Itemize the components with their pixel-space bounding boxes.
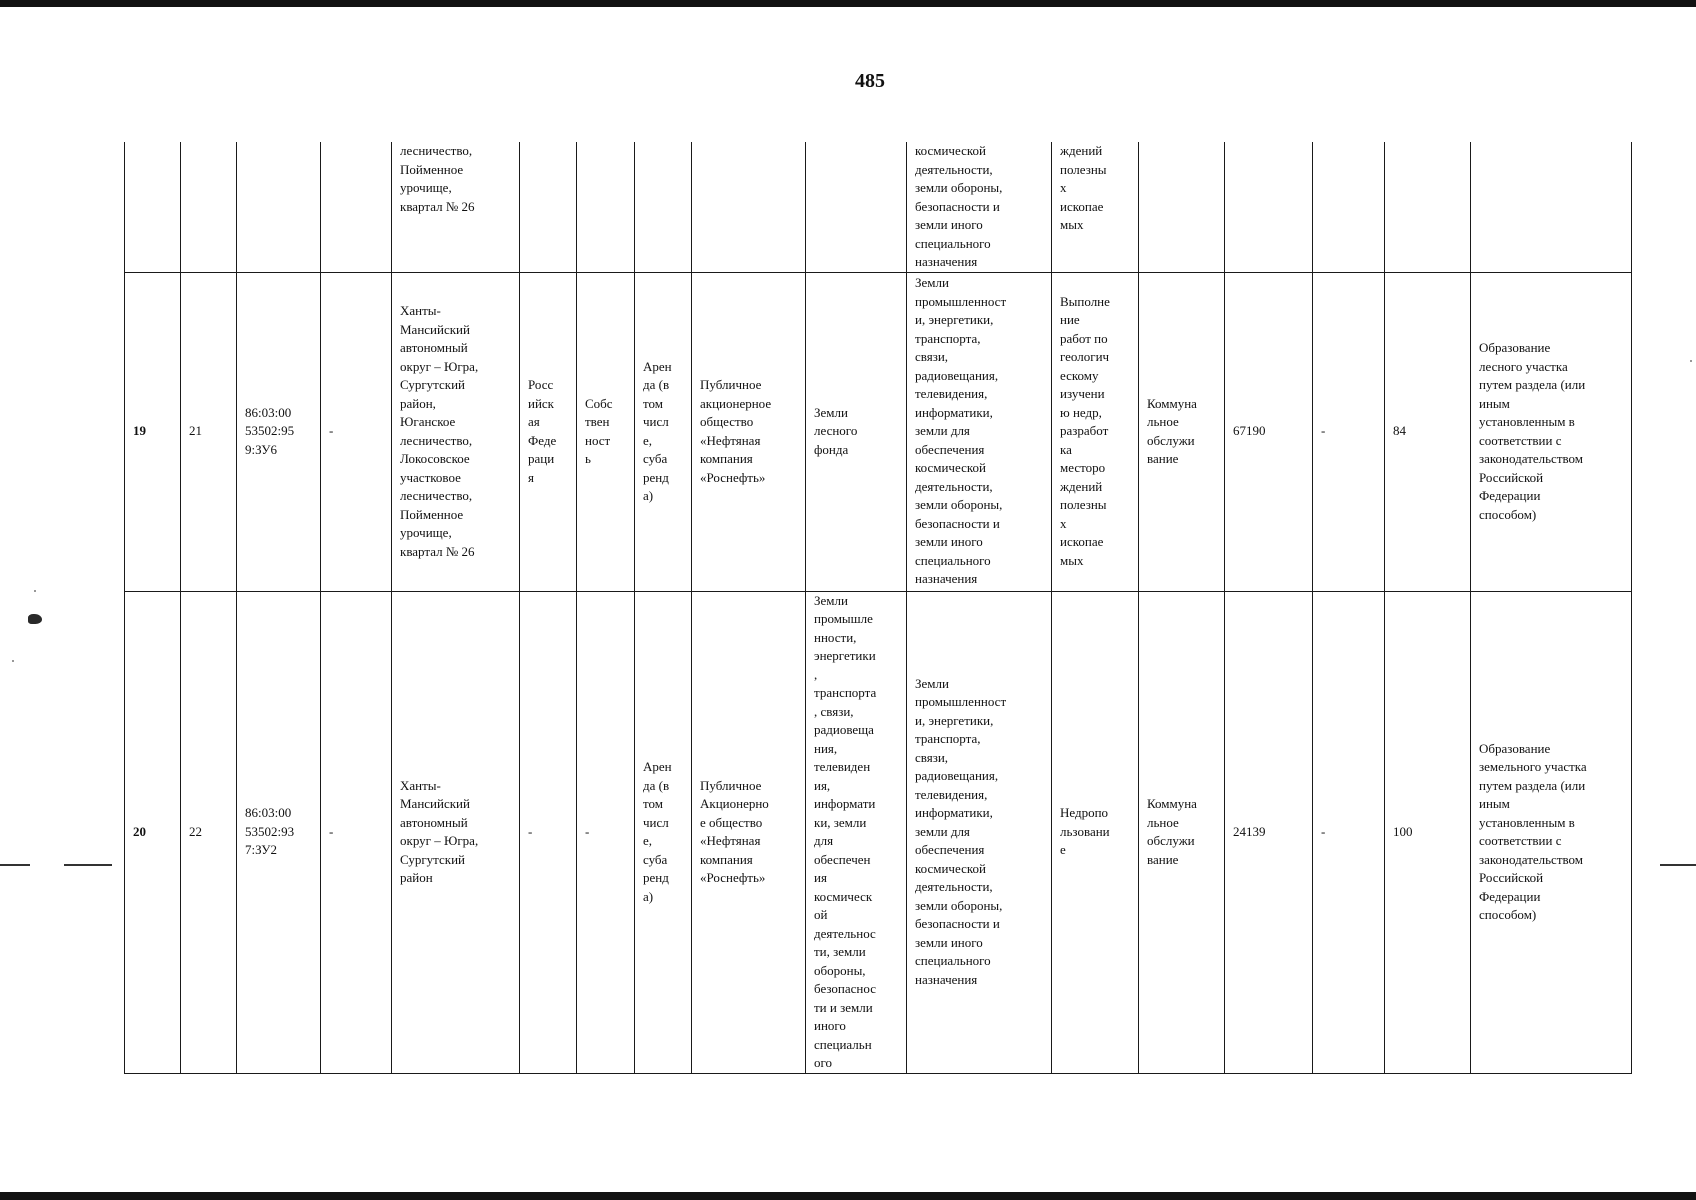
right-holder-cell: Публичное акционерное общество «Нефтяная компания «Роснефть» — [692, 272, 806, 591]
plot-id-cell: 22 — [181, 591, 237, 1073]
plot-id-cell: 21 — [181, 272, 237, 591]
scan-border-top — [0, 0, 1696, 7]
column-16-cell: 84 — [1385, 272, 1471, 591]
cadastral-number-cell — [237, 142, 321, 272]
table-row — [125, 272, 1632, 591]
column-15-cell: - — [1313, 591, 1385, 1073]
right-type-cell: - — [577, 591, 635, 1073]
parent-plot-cell: - — [321, 591, 392, 1073]
right-type-cell — [577, 142, 635, 272]
column-16-cell: 100 — [1385, 591, 1471, 1073]
current-category-cell — [806, 142, 907, 272]
planned-category-cell: космической деятельности, земли обороны, безопасности и земли иного специального назначения — [907, 142, 1052, 272]
land-plot-table — [124, 142, 1632, 1074]
current-category-cell: Земли промышле нности, энергетики , транспорта , связи, радиовеща ния, телевиден ия, информати ки, земли для обеспечен ия космическ ой деятельнос ти, земли обороны, безопаснос ти и земли иного специальн ого — [806, 591, 907, 1073]
scan-border-bottom — [0, 1192, 1696, 1200]
planned-use-cell: Коммуна льное обслужи вание — [1139, 272, 1225, 591]
right-holder-cell: Публичное Акционерно е общество «Нефтяная компания «Роснефть» — [692, 591, 806, 1073]
scan-margin-mark — [1660, 864, 1696, 866]
area-cell: 67190 — [1225, 272, 1313, 591]
right-type-cell: Собс твен ност ь — [577, 272, 635, 591]
parent-plot-cell: - — [321, 272, 392, 591]
owner-cell — [520, 142, 577, 272]
column-15-cell — [1313, 142, 1385, 272]
formation-basis-cell — [1471, 142, 1632, 272]
owner-cell: Росс ийск ая Феде раци я — [520, 272, 577, 591]
cadastral-number-cell: 86:03:00 53502:95 9:ЗУ6 — [237, 272, 321, 591]
owner-cell: - — [520, 591, 577, 1073]
planned-category-cell: Земли промышленност и, энергетики, транспорта, связи, радиовещания, телевидения, информатики, земли для обеспечения космической деятельности, земли обороны, безопасности и земли иного специального назначения — [907, 591, 1052, 1073]
encumbrance-cell — [635, 142, 692, 272]
area-cell — [1225, 142, 1313, 272]
current-category-cell: Земли лесного фонда — [806, 272, 907, 591]
formation-basis-cell: Образование земельного участка путем раздела (или иным установленным в соответствии с законодательством Российской Федерации способом) — [1471, 591, 1632, 1073]
row-number-cell — [125, 142, 181, 272]
encumbrance-cell: Арен да (в том числ е, суба ренд а) — [635, 591, 692, 1073]
table-row — [125, 591, 1632, 1073]
row-number-cell: 20 — [125, 591, 181, 1073]
encumbrance-cell: Арен да (в том числ е, суба ренд а) — [635, 272, 692, 591]
scan-speck — [1690, 360, 1692, 362]
formation-basis-cell: Образование лесного участка путем раздела (или иным установленным в соответствии с законодательством Российской Федерации способом) — [1471, 272, 1632, 591]
column-16-cell — [1385, 142, 1471, 272]
planned-category-cell: Земли промышленност и, энергетики, транспорта, связи, радиовещания, телевидения, информатики, земли для обеспечения космической деятельности, земли обороны, безопасности и земли иного специального назначения — [907, 272, 1052, 591]
row-number-cell: 19 — [125, 272, 181, 591]
planned-use-cell — [1139, 142, 1225, 272]
right-holder-cell — [692, 142, 806, 272]
scan-margin-mark — [0, 864, 30, 866]
cadastral-number-cell: 86:03:00 53502:93 7:ЗУ2 — [237, 591, 321, 1073]
permitted-use-cell: ждений полезны х ископае мых — [1052, 142, 1139, 272]
permitted-use-cell: Недропо льзовани е — [1052, 591, 1139, 1073]
location-cell: лесничество, Пойменное урочище, квартал № 26 — [392, 142, 520, 272]
scan-speck — [12, 660, 14, 662]
scan-blot — [28, 614, 42, 624]
page-number: 485 — [855, 70, 885, 92]
table-row — [125, 142, 1632, 272]
column-15-cell: - — [1313, 272, 1385, 591]
scan-speck — [34, 590, 36, 592]
scan-margin-mark — [64, 864, 112, 866]
location-cell: Ханты- Мансийский автономный округ – Югра, Сургутский район, Юганское лесничество, Локосовское участковое лесничество, Пойменное урочище, квартал № 26 — [392, 272, 520, 591]
plot-id-cell — [181, 142, 237, 272]
planned-use-cell: Коммуна льное обслужи вание — [1139, 591, 1225, 1073]
area-cell: 24139 — [1225, 591, 1313, 1073]
location-cell: Ханты- Мансийский автономный округ – Югра, Сургутский район — [392, 591, 520, 1073]
permitted-use-cell: Выполне ние работ по геологич ескому изучени ю недр, разработ ка месторо ждений полезны х ископае мых — [1052, 272, 1139, 591]
parent-plot-cell — [321, 142, 392, 272]
